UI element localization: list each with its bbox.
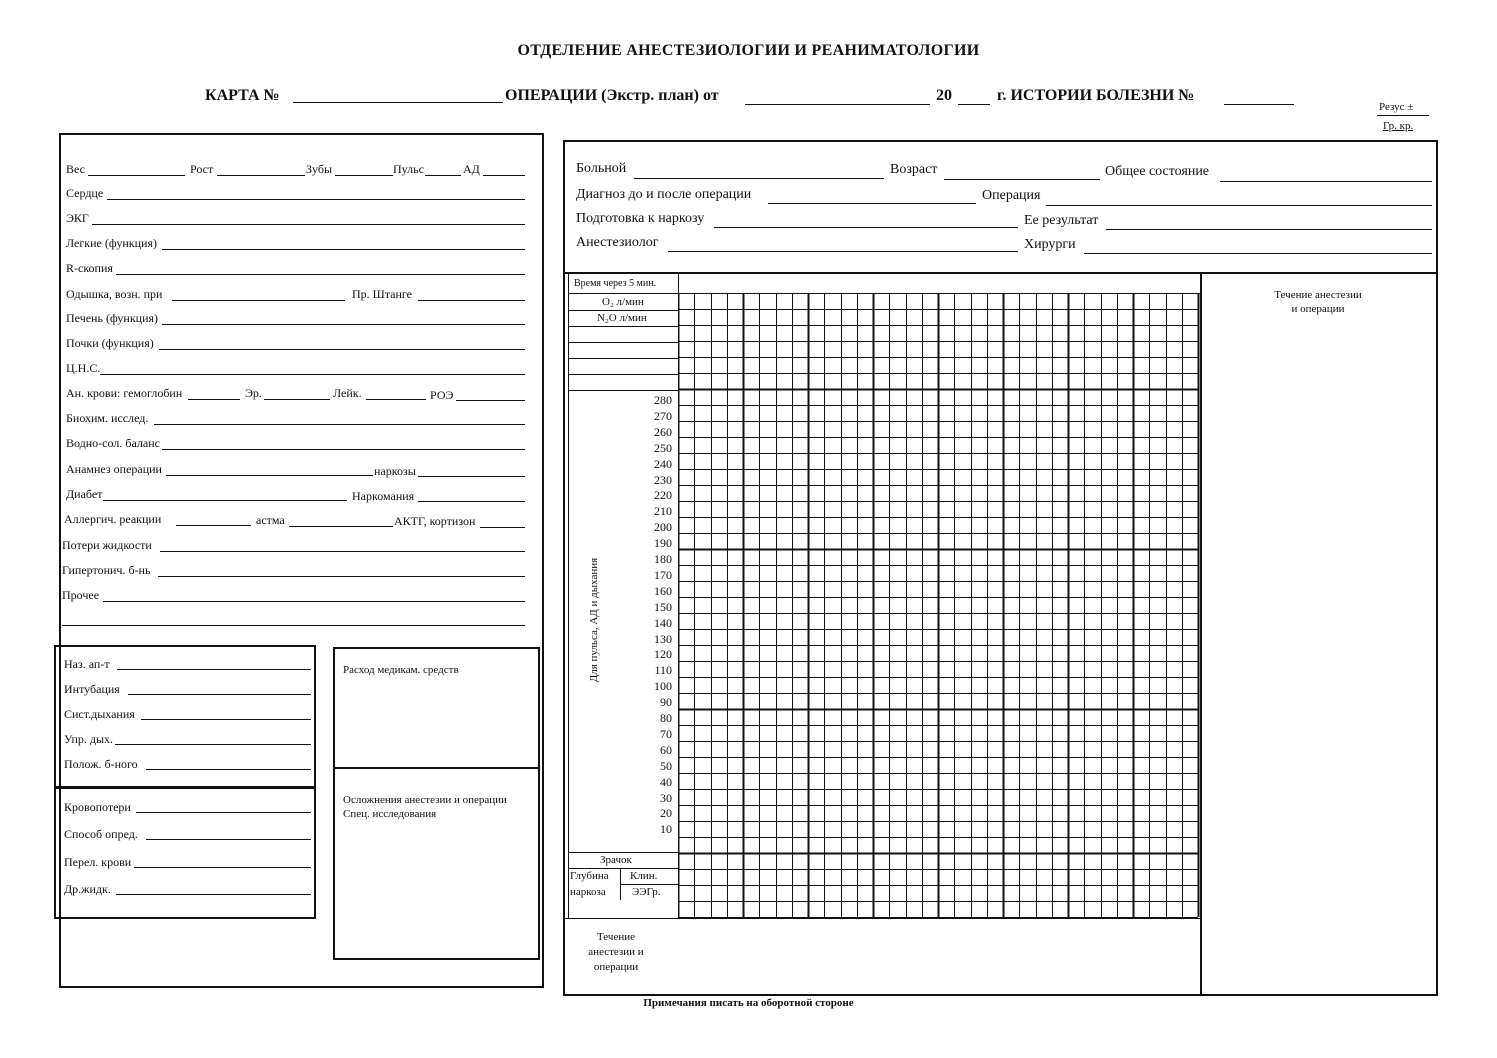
patient-position-field[interactable] [146, 769, 311, 770]
axis-tick-label: 20 [660, 806, 672, 821]
setup-item-apparatus: Наз. ап-т [64, 657, 110, 671]
row-divider-2 [568, 358, 678, 359]
liver-field[interactable] [162, 324, 525, 325]
course-bottom-3: операции [593, 961, 639, 973]
axis-tick-label: 60 [660, 742, 672, 757]
year-field[interactable] [958, 104, 990, 105]
drug-addiction-field[interactable] [418, 501, 525, 502]
xray-field[interactable] [116, 274, 525, 275]
operation-label: ОПЕРАЦИИ (Экстр. план) от [505, 87, 719, 104]
intubation-field[interactable] [128, 694, 311, 695]
diabetes-label: Диабет [66, 487, 103, 501]
age-label: Возраст [890, 162, 938, 177]
acth-field[interactable] [480, 527, 525, 528]
n2o-label: N₂O л/мин [597, 312, 647, 324]
footer-note: Примечания писать на оборотной стороне [643, 997, 854, 1009]
dyspnea-field[interactable] [172, 300, 345, 301]
label-column-left-border [568, 273, 569, 918]
operation-name-label: Операция [982, 188, 1041, 203]
cns-field[interactable] [100, 374, 525, 375]
other-fluids-label: Др.жидк. [64, 882, 111, 896]
esr-field[interactable] [456, 400, 525, 401]
axis-tick-label: 250 [654, 440, 672, 455]
diabetes-field[interactable] [103, 500, 347, 501]
header-divider [564, 272, 1436, 274]
axis-tick-label: 160 [654, 583, 672, 598]
asthma-label: астма [256, 513, 285, 527]
anamnesis-label: Анамнез операции [66, 462, 162, 476]
eeg-row-top [620, 884, 678, 885]
setup-item-breathing-system: Сист.дыхания [64, 707, 135, 721]
xray-label: R-скопия [66, 261, 113, 275]
acth-label: АКТГ, кортизон [394, 514, 476, 528]
surgeons-label: Хирурги [1024, 237, 1076, 252]
course-bottom-1: Течение [597, 931, 635, 943]
transfusion-label: Перел. крови [64, 855, 132, 869]
axis-tick-label: 210 [654, 504, 672, 519]
operation-date-field[interactable] [745, 104, 930, 105]
water-salt-field[interactable] [162, 449, 525, 450]
axis-tick-label: 240 [654, 456, 672, 471]
row-divider-3 [568, 374, 678, 375]
leuk-label: Лейк. [333, 386, 362, 400]
patient-field[interactable] [634, 178, 884, 179]
row-divider-1 [568, 342, 678, 343]
blood-group-label: Гр. кр. [1383, 120, 1414, 132]
axis-tick-label: 270 [654, 408, 672, 423]
pulse-label: Пульс [393, 162, 424, 176]
anesthesiologist-label: Анестезиолог [576, 235, 659, 250]
axis-tick-label: 10 [660, 822, 672, 837]
pupil-label: Зрачок [600, 854, 632, 866]
general-state-field[interactable] [1220, 181, 1432, 182]
axis-tick-label: 100 [654, 679, 672, 694]
eeg-label: ЭЭГр. [632, 886, 661, 898]
other-field-line2[interactable] [62, 625, 525, 626]
blood-loss-label: Кровопотери [64, 800, 131, 814]
axis-tick-label: 200 [654, 520, 672, 535]
axis-tick-label: 180 [654, 552, 672, 566]
axis-tick-label: 30 [660, 790, 672, 805]
depth-label-2: наркоза [570, 886, 606, 898]
axis-tick-label: 140 [654, 615, 672, 630]
diagnosis-label: Диагноз до и после операции [576, 187, 752, 202]
ecg-field[interactable] [92, 224, 525, 225]
operation-name-field[interactable] [1046, 205, 1432, 206]
axis-tick-label: 230 [654, 472, 672, 487]
fluid-loss-label: Потери жидкости [62, 538, 152, 552]
controlled-breathing-field[interactable] [115, 744, 311, 745]
hypertension-label: Гипертонич. б-нь [62, 563, 151, 577]
esr-label: РОЭ [430, 388, 454, 402]
cns-label: Ц.Н.С. [66, 361, 101, 375]
narcosis-label: наркозы [374, 464, 416, 478]
result-field[interactable] [1106, 229, 1432, 230]
other-label: Прочее [62, 588, 100, 602]
apparatus-field[interactable] [117, 669, 311, 670]
er-label: Эр. [245, 386, 262, 400]
kidneys-field[interactable] [159, 349, 525, 350]
patient-label: Больной [576, 161, 627, 176]
course-right-2: и операции [1291, 303, 1345, 315]
breathing-system-field[interactable] [141, 719, 311, 720]
depth-divider [620, 868, 621, 900]
axis-tick-label: 150 [654, 599, 672, 614]
history-number-field[interactable] [1224, 104, 1294, 105]
liver-label: Печень (функция) [66, 311, 159, 325]
preparation-label: Подготовка к наркозу [576, 211, 705, 226]
card-label: КАРТА № [205, 87, 280, 104]
n2o-row-divider [568, 326, 678, 327]
stange-field[interactable] [418, 300, 525, 301]
setup-item-patient-position: Полож. б-ного [64, 757, 138, 771]
allergy-label: Аллергич. реакции [64, 512, 162, 526]
height-label: Рост [190, 162, 214, 176]
blood-test-label: Ан. крови: гемоглобин [66, 386, 183, 400]
axis-tick-label: 170 [654, 567, 672, 582]
result-label: Ее результат [1024, 213, 1099, 228]
method-label: Способ опред. [64, 827, 138, 841]
drug-addiction-label: Наркомания [352, 489, 415, 503]
er-field[interactable] [264, 399, 330, 400]
medication-label: Расход медикам. средств [343, 664, 459, 676]
axis-tick-label: 40 [660, 774, 672, 789]
axis-tick-label: 70 [660, 726, 672, 741]
rhesus-line [1377, 115, 1429, 116]
special-studies-label: Спец. исследования [343, 808, 437, 820]
axis-tick-label: 50 [660, 758, 672, 773]
method-field[interactable] [146, 839, 311, 840]
history-label: г. ИСТОРИИ БОЛЕЗНИ № [997, 87, 1195, 104]
page-title: ОТДЕЛЕНИЕ АНЕСТЕЗИОЛОГИИ И РЕАНИМАТОЛОГИИ [517, 42, 980, 59]
course-right-1: Течение анестезии [1274, 289, 1362, 301]
card-number-field[interactable] [293, 102, 503, 103]
teeth-field[interactable] [335, 175, 393, 176]
asthma-field[interactable] [289, 526, 393, 527]
pulse-field[interactable] [425, 175, 461, 176]
setup-item-controlled-breathing: Упр. дых. [64, 732, 114, 746]
weight-field[interactable] [88, 175, 185, 176]
heart-label: Сердце [66, 186, 104, 200]
height-field[interactable] [217, 175, 305, 176]
allergy-field[interactable] [176, 525, 251, 526]
clin-label: Клин. [630, 870, 658, 882]
row-divider-4 [568, 390, 678, 391]
axis-tick-label: 130 [654, 631, 672, 646]
hypertension-field[interactable] [158, 576, 525, 577]
o2-label: О₂ л/мин [602, 296, 644, 308]
stange-label: Пр. Штанге [352, 287, 412, 301]
kidneys-label: Почки (функция) [66, 336, 154, 350]
ecg-label: ЭКГ [66, 211, 89, 225]
axis-tick-label: 120 [654, 647, 672, 662]
age-field[interactable] [944, 179, 1100, 180]
year-prefix: 20 [936, 87, 952, 104]
clin-row-top [568, 868, 678, 869]
monitoring-grid[interactable] [678, 293, 1202, 919]
axis-tick-label: 280 [654, 393, 672, 407]
rhesus-label: Резус ± [1379, 101, 1414, 113]
teeth-label: Зубы [306, 162, 333, 176]
depth-label-1: Глубина [570, 870, 609, 882]
bp-field[interactable] [483, 175, 525, 176]
vertical-axis-label: Для пульса, АД и дыхания [588, 557, 600, 683]
bp-label: АД [463, 162, 480, 176]
heart-field[interactable] [107, 199, 525, 200]
leuk-field[interactable] [366, 399, 426, 400]
weight-label: Вес [66, 162, 85, 176]
axis-tick-label: 80 [660, 711, 672, 725]
course-bottom-2: анестезии и [588, 946, 644, 958]
transfusion-field[interactable] [134, 867, 311, 868]
setup-item-intubation: Интубация [64, 682, 120, 696]
axis-tick-label: 190 [654, 536, 672, 551]
anamnesis-field[interactable] [166, 475, 373, 476]
other-field[interactable] [103, 601, 525, 602]
anesthesiologist-field[interactable] [668, 251, 1018, 252]
other-fluids-field[interactable] [116, 894, 311, 895]
axis-tick-label: 110 [654, 663, 672, 678]
hemoglobin-field[interactable] [188, 399, 240, 400]
biochem-label: Биохим. исслед. [66, 411, 149, 425]
axis-tick-label: 220 [654, 488, 672, 503]
water-salt-label: Водно-сол. баланс [66, 436, 160, 450]
fluid-loss-field[interactable] [160, 551, 525, 552]
diagnosis-field[interactable] [768, 203, 976, 204]
general-state-label: Общее состояние [1105, 164, 1210, 179]
blood-loss-field[interactable] [136, 812, 311, 813]
preparation-field[interactable] [714, 227, 1018, 228]
time-label: Время через 5 мин. [574, 278, 657, 289]
lungs-label: Легкие (функция) [66, 236, 157, 250]
lungs-field[interactable] [162, 249, 525, 250]
pupil-row-top [568, 852, 678, 853]
narcosis-field[interactable] [418, 476, 525, 477]
complications-label: Осложнения анестезии и операции [343, 794, 507, 806]
surgeons-field[interactable] [1084, 253, 1432, 254]
axis-tick-label: 260 [654, 424, 672, 439]
dyspnea-label: Одышка, возн. при [66, 287, 163, 301]
o2-row-divider [568, 310, 678, 311]
axis-tick-label: 90 [660, 695, 672, 710]
biochem-field[interactable] [154, 424, 525, 425]
